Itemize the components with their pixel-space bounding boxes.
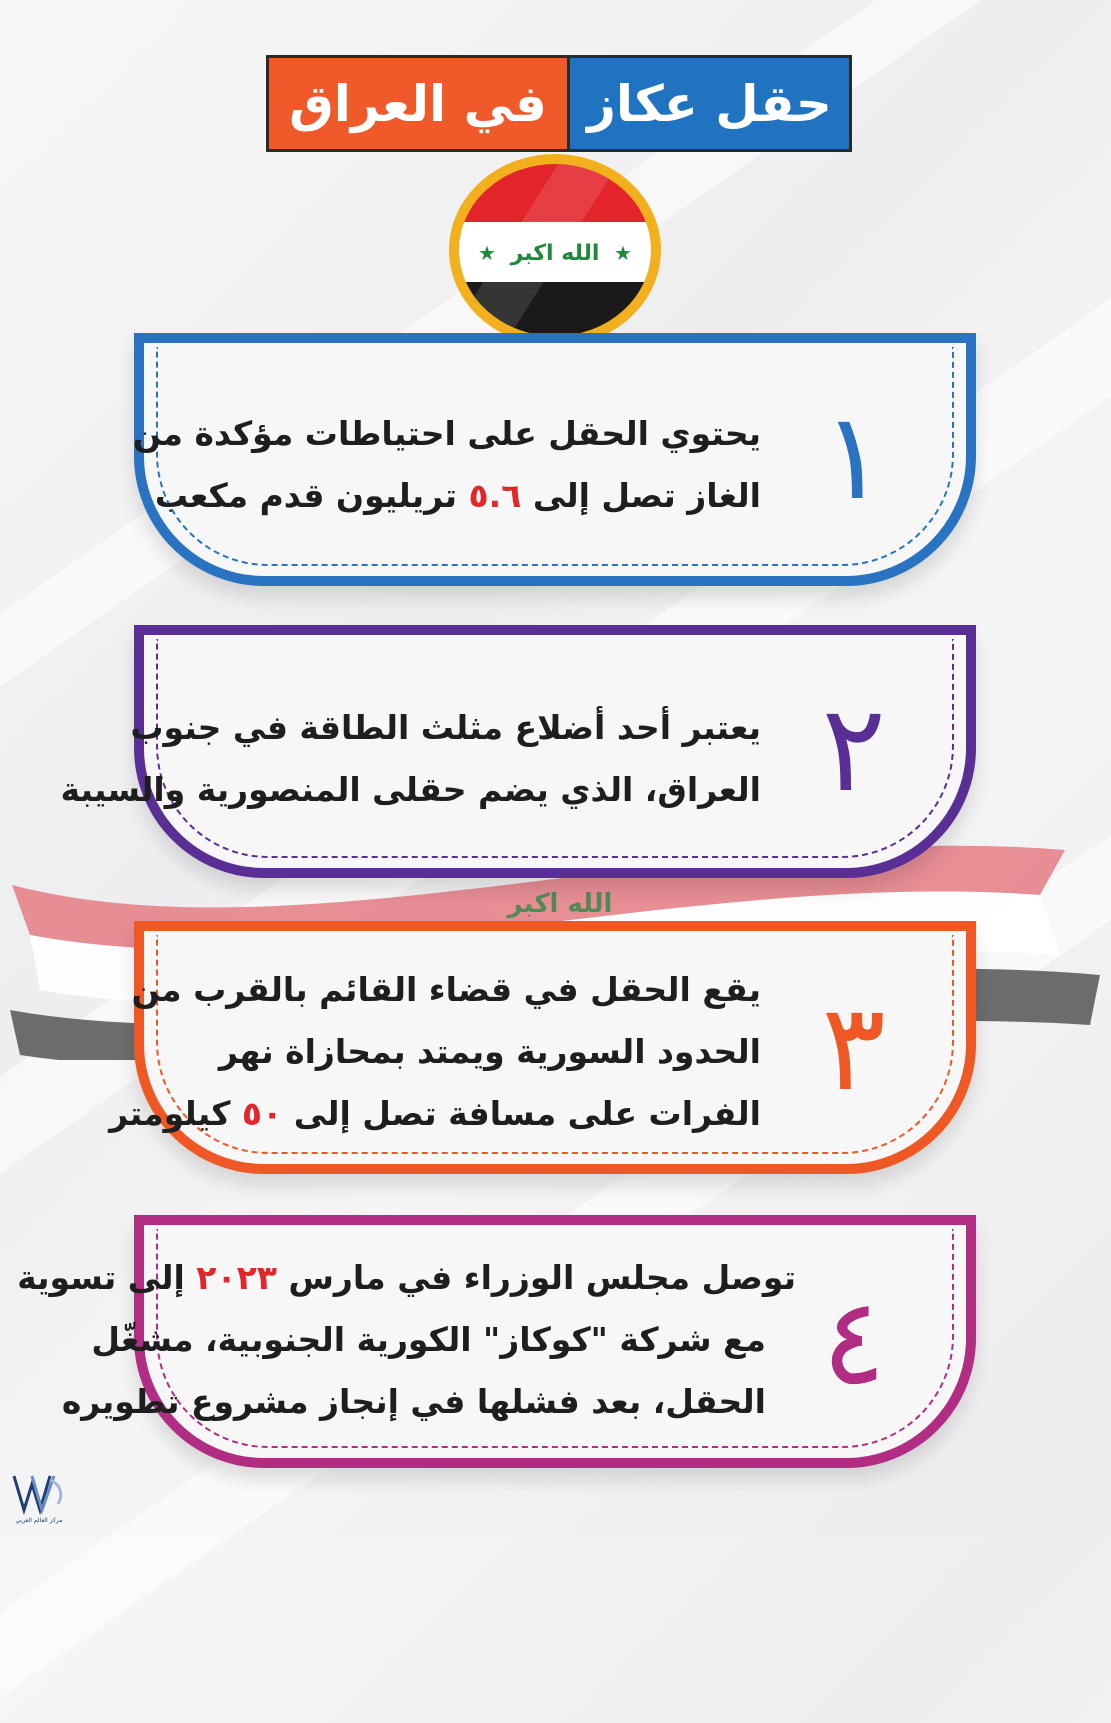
card-number: ٣ [821,979,886,1118]
card-text [109,959,761,1145]
fact-card-3 [109,921,976,1174]
highlight-number: ٥.٦ [468,476,522,515]
card-text [133,403,761,527]
card-line: العراق، الذي يضم حقلى المنصورية والسيبة [60,770,761,809]
flag-inscription: الله اكبر [510,241,600,266]
flag-star-icon: ★ [614,241,632,265]
fact-card-4 [17,1215,976,1468]
fact-card-1 [134,333,976,586]
card-line: يقع الحقل في قضاء القائم بالقرب من [131,970,761,1009]
card-line: مع شركة "كوكاز" الكورية الجنوبية، مشغّل [91,1320,766,1359]
publisher-logo [10,1470,68,1532]
card-line: الحقل، بعد فشلها في إنجاز مشروع تطويره [61,1382,766,1421]
title-banner [266,55,852,152]
title-part-orange: في العراق [269,58,570,149]
iraq-flag-icon [447,150,663,340]
card-line: الحدود السورية ويمتد بمحازاة نهر [218,1032,761,1071]
card-line: يحتوي الحقل على احتياطات مؤكدة من [132,414,761,453]
card-line [109,1083,761,1145]
text-segment: الغاز تصل إلى [521,476,761,515]
logo-caption: مركز العالم العربي [15,1517,63,1524]
card-number: ١ [821,388,886,527]
card-text [61,697,762,821]
card-number: ٢ [821,680,886,819]
card-line [17,1247,796,1309]
highlight-number: ٥٠ [241,1094,283,1133]
flag-star-icon: ★ [478,241,496,265]
card-line [133,465,761,527]
fact-card-2 [60,625,976,878]
text-segment: الفرات على مسافة تصل إلى [282,1094,761,1133]
highlight-number: ٢٠٢٣ [196,1258,277,1297]
text-segment: توصل مجلس الوزراء في مارس [276,1258,796,1297]
card-line: يعتبر أحد أضلاع مثلث الطاقة في جنوب [130,708,761,747]
card-number: ٤ [821,1273,886,1412]
card-text [17,1247,796,1433]
text-segment: إلى تسوية [17,1258,197,1297]
text-segment: كيلومتر [109,1094,242,1133]
title-part-blue: حقل عكاز [570,58,849,149]
ribbon-inscription: الله اكبر [507,889,613,919]
text-segment: تريليون قدم مكعب [154,476,469,515]
